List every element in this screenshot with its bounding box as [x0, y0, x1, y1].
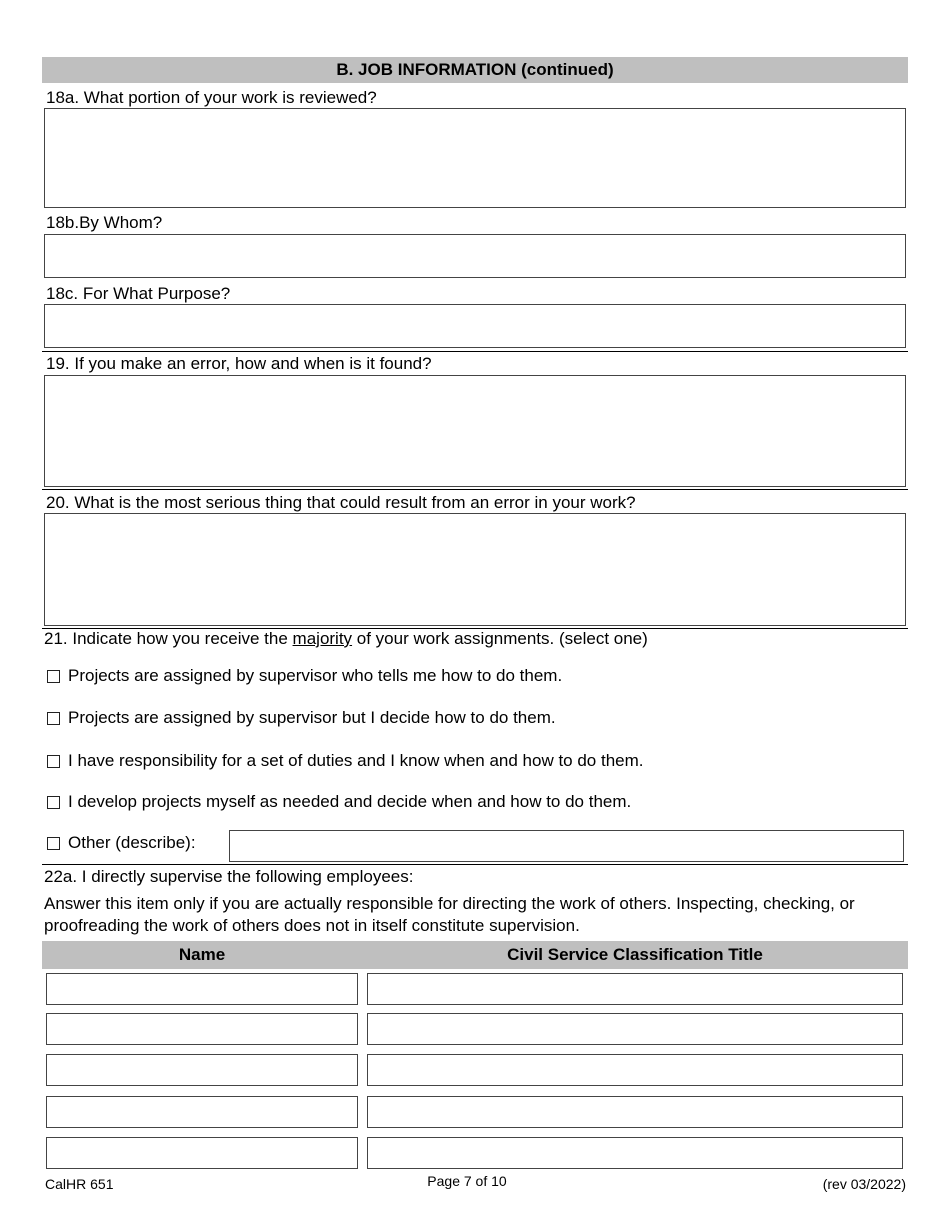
q19-field[interactable] — [44, 375, 906, 487]
page-number: Page 7 of 10 — [427, 1173, 507, 1189]
q21-label-end: of your work assignments. (select one) — [352, 629, 648, 648]
section-title: B. JOB INFORMATION (continued) — [336, 60, 614, 79]
q21-option-3-label: I have responsibility for a set of duties and I know when and how to do them. — [68, 751, 644, 770]
q21-option-1-label: Projects are assigned by supervisor who tells me how to do them. — [68, 666, 563, 685]
employee-title-field[interactable] — [367, 1096, 903, 1128]
q21-option-other-checkbox[interactable] — [47, 837, 60, 850]
q21-option-2-label: Projects are assigned by supervisor but I decide how to do them. — [68, 708, 556, 727]
form-id: CalHR 651 — [45, 1176, 114, 1192]
q21-other-field[interactable] — [229, 830, 904, 862]
q21-option-4-checkbox[interactable] — [47, 796, 60, 809]
supervision-table-header — [42, 941, 908, 969]
q18a-field[interactable] — [44, 108, 906, 208]
employee-title-field[interactable] — [367, 1054, 903, 1086]
employee-title-field[interactable] — [367, 1013, 903, 1045]
q21-label-emphasis: majority — [292, 629, 353, 648]
q21-option-other-label: Other (describe): — [68, 833, 196, 852]
divider — [42, 489, 908, 490]
q21-label — [44, 629, 648, 649]
q18b-field[interactable] — [44, 234, 906, 278]
q20-field[interactable] — [44, 513, 906, 626]
q21-option-1-checkbox[interactable] — [47, 670, 60, 683]
employee-name-field[interactable] — [46, 1137, 358, 1169]
q19-label: 19. If you make an error, how and when is it found? — [46, 354, 432, 373]
q22a-note: Answer this item only if you are actually responsible for directing the work of others. Inspecting, checking, or proofreading the work of others does not in itself constitute supervision. — [44, 894, 855, 935]
column-header-name: Name — [178, 945, 226, 964]
q18b-label: 18b.By Whom? — [46, 213, 163, 232]
divider — [42, 864, 908, 865]
employee-name-field[interactable] — [46, 1054, 358, 1086]
q21-option-4-label: I develop projects myself as needed and decide when and how to do them. — [68, 792, 632, 811]
divider — [42, 351, 908, 352]
employee-name-field[interactable] — [46, 973, 358, 1005]
employee-title-field[interactable] — [367, 1137, 903, 1169]
q18a-label: 18a. What portion of your work is reviewed? — [46, 88, 377, 107]
q21-label-start: 21. Indicate how you receive the — [44, 629, 293, 648]
employee-name-field[interactable] — [46, 1013, 358, 1045]
column-header-title: Civil Service Classification Title — [507, 945, 763, 964]
employee-name-field[interactable] — [46, 1096, 358, 1128]
employee-title-field[interactable] — [367, 973, 903, 1005]
section-header — [42, 57, 908, 83]
q18c-label: 18c. For What Purpose? — [46, 284, 231, 303]
q18c-field[interactable] — [44, 304, 906, 348]
q21-option-3-checkbox[interactable] — [47, 755, 60, 768]
revision-date: (rev 03/2022) — [822, 1176, 906, 1192]
q20-label: 20. What is the most serious thing that could result from an error in your work? — [46, 493, 636, 512]
q22a-label: 22a. I directly supervise the following employees: — [44, 867, 414, 886]
q21-option-2-checkbox[interactable] — [47, 712, 60, 725]
